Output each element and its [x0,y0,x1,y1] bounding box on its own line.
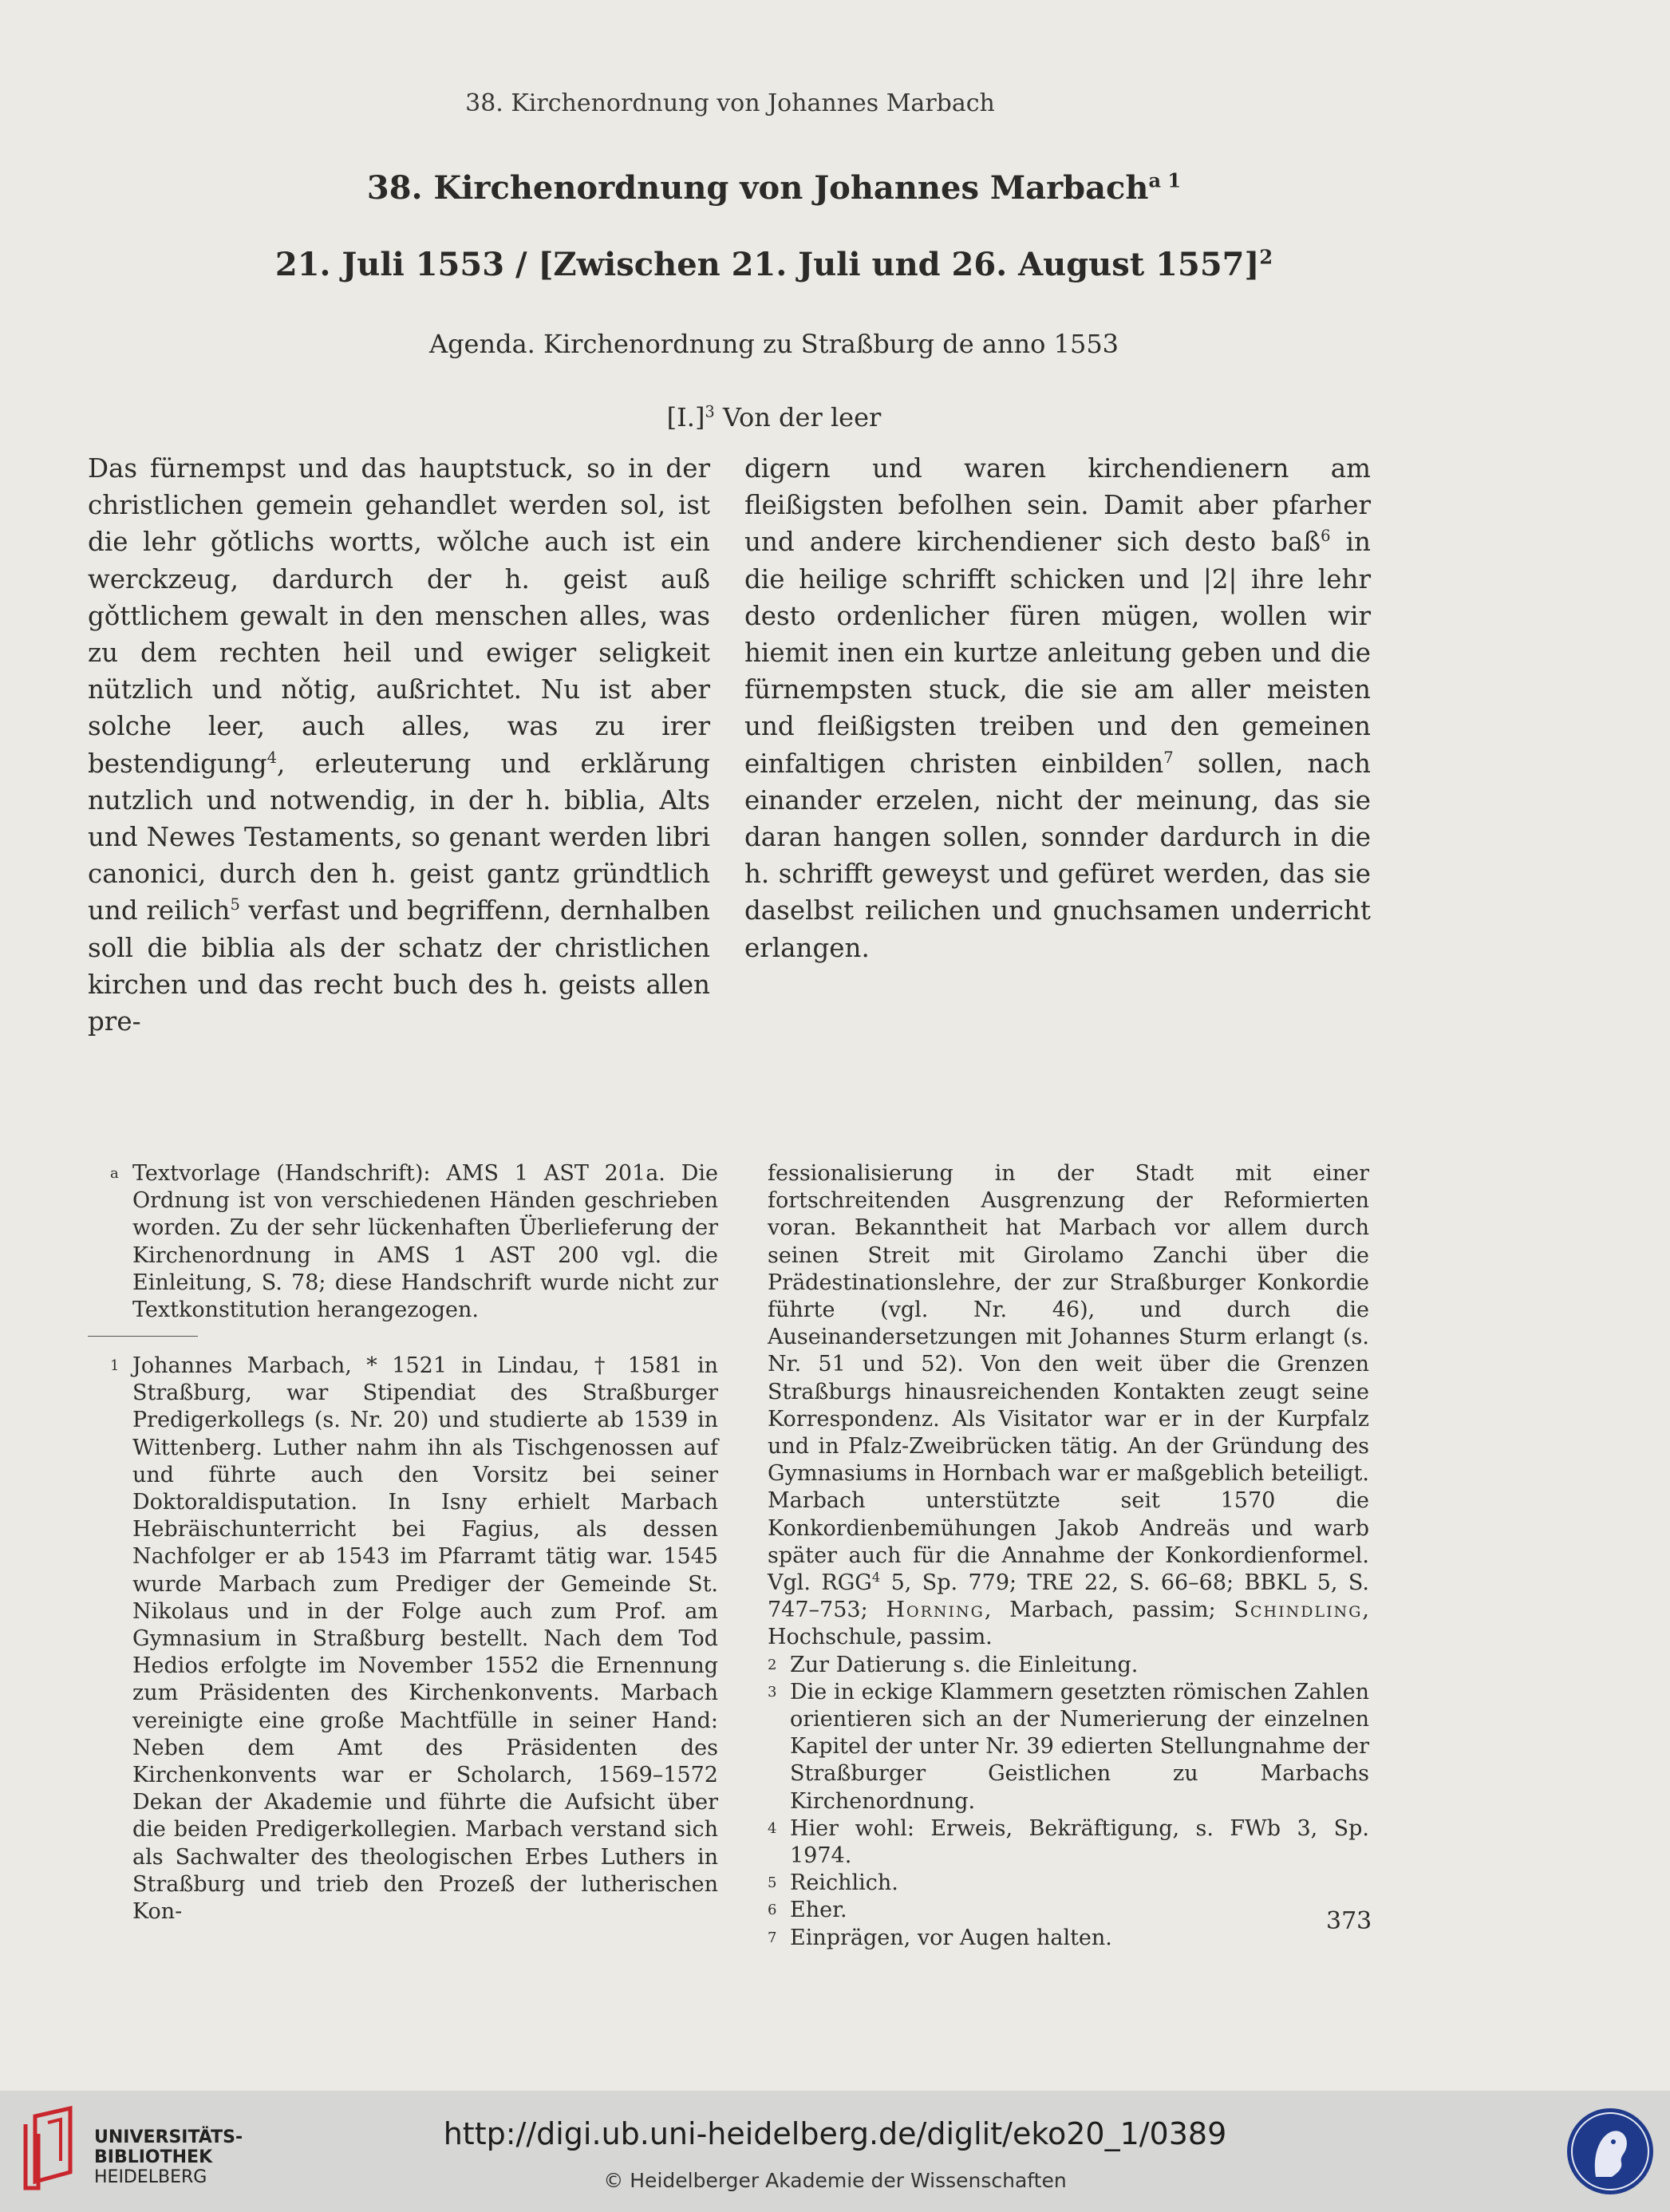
copyright-notice: © Heidelberger Akademie der Wissenschaften [603,2169,1067,2192]
title-footnote-marks: a 1 [1148,168,1182,192]
document-title: 38. Kirchenordnung von Johannes Marbach$^{a 1}$ [366,168,1182,207]
viewer-footer [0,2091,1670,2212]
footnote-7: 7 Einprägen, vor Augen halten. [768,1925,1112,1950]
academy-seal-icon[interactable] [1564,2103,1656,2199]
date-footnote-mark: 2 [1259,245,1273,269]
footnote-2: 2 Zur Datierung s. die Einleitung. [768,1652,1139,1677]
footnote-4: 4 Hier wohl: Erweis, Bekräftigung, s. FWb 3, Sp. 1974. [768,1815,1369,1869]
section-heading: $[I.]^3$ Von der leer [666,402,882,433]
footnote-a: a Textvorlage (Handschrift): AMS 1 AST 201a. Die Ordnung ist von verschiedenen Händen geschrieben worden. Zu der sehr lückenhaften Überlieferung der Kirchenordnung in AMS 1 AST 200 vgl. die Einleitung, S. 78; diese Handschrift wurde nicht zur Textkonstitution herangezogen. [110,1161,718,1323]
body-column-right [744,450,1371,966]
body-column-left [88,450,710,1040]
running-head: 38. Kirchenordnung von Johannes Marbach [465,89,995,117]
footnote-divider [88,1336,198,1337]
library-name: UNIVERSITÄTS- BIBLIOTHEK HEIDELBERG [94,2127,243,2187]
page-number: 373 [1326,1907,1372,1935]
footnote-5: 5 Reichlich. [768,1870,898,1896]
document-date: 21. Juli 1553 / [Zwischen 21. Juli und 26. August 1557]$^2$ [274,245,1273,283]
footnote-3: 3 Die in eckige Klammern gesetzten römischen Zahlen orientieren sich an der Numerierung der einzelnen Kapitel der unter Nr. 39 edierten Stellungnahme der Straßburger Geistlichen zu Marbachs Kirchenordnung. [768,1679,1369,1814]
footnote-1: 1 Johannes Marbach, * 1521 in Lindau, † 1581 in Straßburg, war Stipendiat des Straßburger Predigerkollegs (s. Nr. 20) und studierte ab 1539 in Wittenberg. Luther nahm ihn als Tischgenossen auf und führte auch den Vorsitz bei seiner Doktoraldisputation. In Isny erhielt Marbach Hebräischunterricht bei Fagius, als dessen Nachfolger er ab 1543 im Pfarramt tätig war. 1545 wurde Marbach zum Prediger der Gemeinde St. Nikolaus und in der Folge auch zum Prof. am Gymnasium in Straßburg bestellt. Nach dem Tod Hedios erfolgte im November 1552 die Ernennung zum Präsidenten des Kirchenkonvents. Marbach vereinigte eine große Machtfülle in seiner Hand: Neben dem Amt des Präsidenten des Kirchenkonvents war er Scholarch, 1569–1572 Dekan der Akademie und führte die Aufsicht über die beiden Predigerkollegien. Marbach verstand sich als Sachwalter des theologischen Erbes Luthers in Straßburg und trieb den Prozeß der lutherischen Kon- [110,1353,718,1925]
footnote-1-continued: fessionalisierung in der Stadt mit einer fortschreitenden Ausgrenzung der Reformierten voran. Bekanntheit hat Marbach vor allem durch seinen Streit mit Girolamo Zanchi über die Prädestinationslehre, der zur Straßburger Konkordie führte (vgl. Nr. 46), und durch die Auseinandersetzungen mit Johannes Sturm erlangt (s. Nr. 51 und 52). Von den weit über die Grenzen Straßburgs hinausreichenden Kontakten zeugt seine Korrespondenz. Als Visitator war er in der Kurpfalz und in Pfalz-Zweibrücken tätig. An der Gründung des Gymnasiums in Hornbach war er maßgeblich beteiligt. Marbach unterstützte seit 1570 die Konkordienbemühungen Jakob Andreäs und warb später auch für die Annahme der Konkordienformel. Vgl. RGG$^4$ 5, Sp. 779; TRE 22, S. 66–68; BBKL 5, S. 747–753; Horning, Marbach, passim; Schindling, Hochschule, passim. [768,1161,1369,1650]
footnotes-right-column [768,1160,1369,1952]
document-subtitle: Agenda. Kirchenordnung zu Straßburg de anno 1553 [428,329,1119,359]
footnote-6: 6 Eher. [768,1898,847,1923]
permalink-url[interactable]: http://digi.ub.uni-heidelberg.de/diglit/eko20_1/0389 [443,2116,1227,2151]
paragraph: digern und waren kirchendienern am fleißigsten befolhen sein. Damit aber pfarher und andere kirchendiener sich desto baß$^6$ in die heilige schrifft schicken und |2| ihre lehr desto ordenlicher füren mügen, wollen wir hiemit inen ein kurtze anleitung geben und die fürnempsten stuck, die sie am aller meisten und fleißigsten treiben und den gemeinen einfaltigen christen einbilden$^7$ sollen, nach einander erzelen, nicht der meinung, das sie daran hangen sollen, sonnder dardurch in die h. schrifft geweyst und gefüret werden, das sie daselbst reilichen und gnuchsamen underricht erlangen. [744,453,1371,963]
paragraph: Das fürnempst und das hauptstuck, so in der christlichen gemein gehandlet werden sol, ist die lehr gǒtlichs wortts, wǒlche auch ist ein werckzeug, dardurch der h. geist auß gǒttlichem gewalt in den menschen alles, was zu dem rechten heil und ewiger seligkeit nützlich und nǒtig, außrichtet. Nu ist aber solche leer, auch alles, was zu irer bestendigung$^4$, erleuterung und erklǎrung nutzlich und notwendig, in der h. biblia, Alts und Newes Testaments, so genant werden libri canonici, durch den h. geist gantz gründtlich und reilich$^5$ verfast und begriffenn, dernhalben soll die biblia als der schatz der christlichen kirchen und das recht buch des h. geists allen pre- [88,453,710,1037]
